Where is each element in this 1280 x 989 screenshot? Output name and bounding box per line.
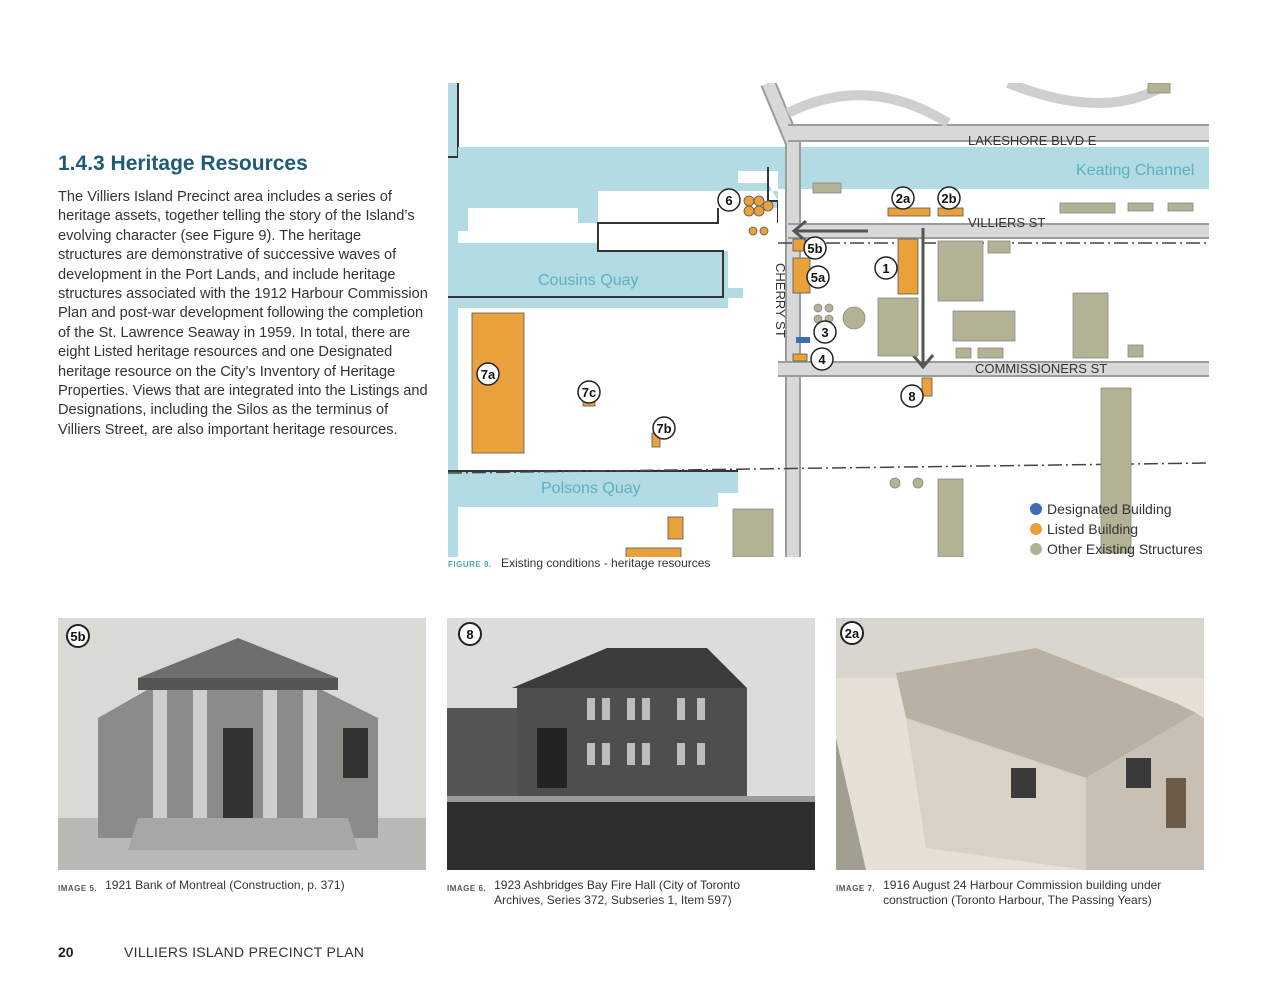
- map-marker: [578, 381, 600, 403]
- image-number: IMAGE 7.: [836, 884, 876, 893]
- svg-text:8: 8: [908, 389, 916, 404]
- photo-badge: 5b: [66, 624, 90, 648]
- svg-text:7b: 7b: [656, 421, 672, 436]
- svg-text:7c: 7c: [581, 385, 597, 400]
- image-caption-text: 1923 Ashbridges Bay Fire Hall (City of Toronto Archives, Series 372, Subseries 1, Item 597): [494, 878, 741, 907]
- map-marker: [477, 363, 499, 385]
- map-marker: [718, 189, 740, 211]
- street-label-lakeshore: LAKESHORE BLVD E: [968, 133, 1097, 148]
- map-marker: [892, 187, 914, 209]
- section-body: The Villiers Island Precinct area includes a series of heritage assets, together telling the story of the Island’s evolving character (see Figure 9). The heritage structures are demonstrative of successive waves of development in the Port Lands, and include heritage structures associated with the 1912 Harbour Commission Plan and post-war development following the completion of the St. Lawrence Seaway in 1959. In total, there are eight Listed heritage resources and one Designated heritage resource on the City’s Inventory of Heritage Properties. Views that are integrated into the Listings and Designations, including the Silos as the terminus of Villiers Street, are also important heritage resources.: [58, 189, 428, 438]
- water-label-keating: Keating Channel: [1076, 162, 1195, 179]
- map-marker: [901, 385, 923, 407]
- image-caption: [447, 878, 777, 908]
- image-caption-text: 1916 August 24 Harbour Commission building under construction (Toronto Harbour, The Passing Years): [883, 878, 1162, 907]
- image-number: IMAGE 5.: [58, 884, 98, 893]
- legend-item: [1030, 519, 1203, 539]
- document-title: VILLIERS ISLAND PRECINCT PLAN: [124, 944, 365, 960]
- legend-item: [1030, 499, 1203, 519]
- svg-text:3: 3: [821, 325, 829, 340]
- svg-text:6: 6: [725, 193, 733, 208]
- heritage-map: [448, 83, 1209, 557]
- legend-swatch: [1030, 523, 1042, 535]
- street-label-villiers: VILLIERS ST: [968, 215, 1046, 230]
- svg-text:5b: 5b: [807, 241, 823, 256]
- photo-harbour-commission: [836, 618, 1204, 870]
- svg-text:7a: 7a: [480, 367, 496, 382]
- svg-text:2a: 2a: [895, 191, 911, 206]
- water-label-polsons: Polsons Quay: [541, 480, 641, 497]
- map-marker: [811, 348, 833, 370]
- legend-label: Designated Building: [1047, 501, 1172, 517]
- map-marker: [875, 257, 897, 279]
- photo-badge: 8: [458, 622, 482, 646]
- legend-label: Listed Building: [1047, 521, 1139, 537]
- svg-text:2b: 2b: [941, 191, 957, 206]
- svg-text:1: 1: [882, 261, 890, 276]
- water-label-cousins: Cousins Quay: [538, 272, 639, 289]
- section-title: 1.4.3 Heritage Resources: [58, 152, 308, 175]
- svg-text:5a: 5a: [810, 270, 826, 285]
- map-marker: [814, 321, 836, 343]
- legend-swatch: [1030, 503, 1042, 515]
- designated-building: [796, 337, 810, 343]
- image-caption-text: 1921 Bank of Montreal (Construction, p. 371): [105, 878, 345, 892]
- photo-bank-of-montreal: [58, 618, 426, 870]
- svg-text:4: 4: [818, 352, 826, 367]
- legend-label: Other Existing Structures: [1047, 541, 1203, 557]
- image-caption: [836, 878, 1206, 908]
- figure-number: FIGURE 9.: [448, 560, 492, 569]
- map-marker: [653, 417, 675, 439]
- figure-caption: [448, 556, 710, 570]
- map-marker: [807, 266, 829, 288]
- image-caption: [58, 878, 428, 896]
- map-marker: [804, 237, 826, 259]
- page-number: 20: [58, 944, 74, 960]
- figure-caption-text: Existing conditions - heritage resources: [500, 556, 711, 570]
- street-label-commissioners: COMMISSIONERS ST: [975, 361, 1108, 376]
- photo-badge: 2a: [840, 621, 864, 645]
- street-label-cherry: CHERRY ST: [773, 263, 788, 338]
- image-number: IMAGE 6.: [447, 884, 487, 893]
- map-marker: [938, 187, 960, 209]
- legend-swatch: [1030, 543, 1042, 555]
- map-legend: [1030, 499, 1203, 559]
- legend-item: [1030, 539, 1203, 559]
- photo-fire-hall: [447, 618, 815, 870]
